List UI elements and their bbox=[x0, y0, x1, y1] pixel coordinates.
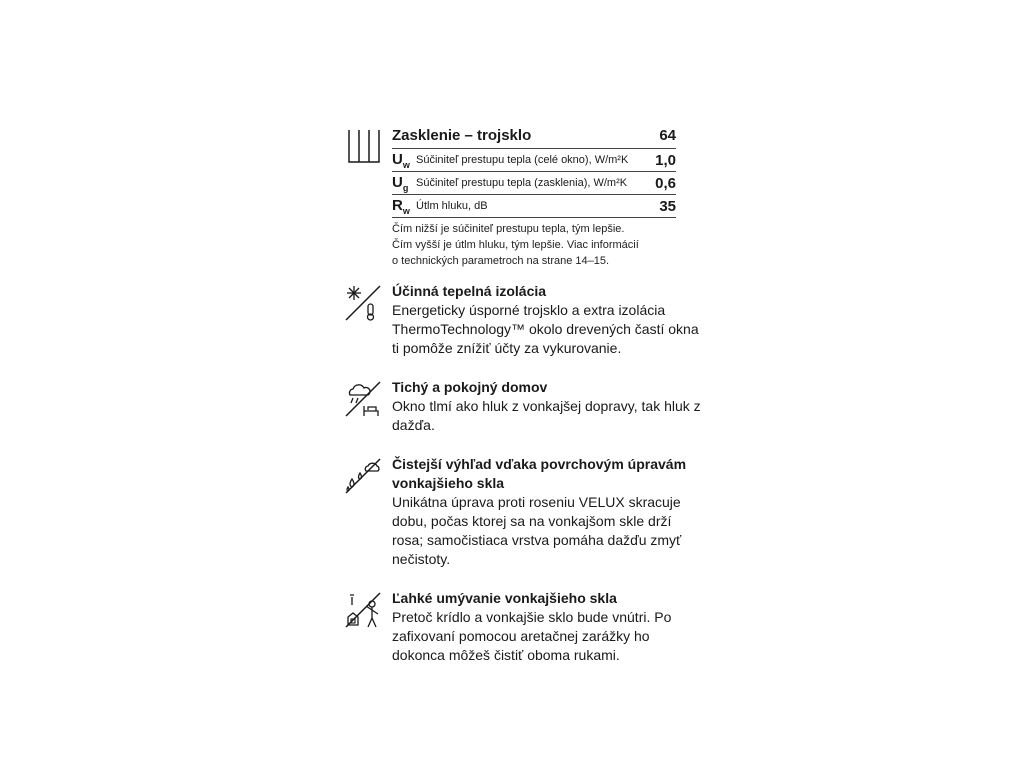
product-info bbox=[342, 122, 702, 665]
spec-value: 0,6 bbox=[655, 174, 676, 192]
feature-title: Ľahké umývanie vonkajšieho skla bbox=[392, 590, 617, 606]
note-line: o technických parametroch na strane 14–15. bbox=[392, 255, 610, 267]
feature-text: Okno tlmí ako hluk z vonkajšej dopravy, tak hluk z dažďa. bbox=[392, 398, 701, 433]
drops-cloud-icon bbox=[344, 457, 382, 495]
note-line: Čím vyšší je útlm hluku, tým lepšie. Viac informácií bbox=[392, 239, 639, 251]
spec-value: 35 bbox=[659, 197, 676, 215]
spec-symbol: $U_w$ bbox=[392, 150, 410, 170]
spec-title: Zasklenie – trojsklo bbox=[392, 126, 532, 144]
spec-symbol: $R_w$ bbox=[392, 196, 410, 216]
feature-item bbox=[342, 455, 702, 569]
note-line: Čím nižší je súčiniteľ prestupu tepla, tým lepšie. bbox=[392, 223, 625, 235]
feature-title: Čistejší výhľad vďaka povrchovým úpravám vonkajšieho skla bbox=[392, 456, 687, 491]
spec-row bbox=[392, 195, 676, 218]
spec-table bbox=[392, 122, 676, 269]
spec-header-row bbox=[392, 122, 676, 149]
feature-text: Energeticky úsporné trojsklo a extra izolácia ThermoTechnology™ okolo drevených častí okna ti pomôže znížiť účty za vykurovanie. bbox=[392, 302, 699, 356]
spec-value: 1,0 bbox=[655, 151, 676, 169]
spec-row bbox=[392, 149, 676, 172]
rain-cloud-bed-icon bbox=[344, 380, 382, 418]
person-cleaning-icon bbox=[344, 591, 382, 629]
feature-item bbox=[342, 589, 702, 665]
spec-description: Súčiniteľ prestupu tepla (celé okno), W/m²K bbox=[416, 154, 629, 166]
feature-item bbox=[342, 378, 702, 435]
feature-title: Tichý a pokojný domov bbox=[392, 379, 548, 395]
spec-description: Útlm hluku, dB bbox=[416, 200, 488, 212]
spec-description: Súčiniteľ prestupu tepla (zasklenia), W/m²K bbox=[416, 177, 628, 189]
snowflake-thermometer-icon bbox=[344, 284, 382, 322]
feature-text: Pretoč krídlo a vonkajšie sklo bude vnútri. Po zafixovaní pomocou aretačnej zarážky ho dokonca môžeš čistiť oboma rukami. bbox=[392, 609, 672, 663]
spec-section bbox=[342, 122, 702, 267]
spec-note bbox=[392, 221, 676, 269]
triple-glazing-icon bbox=[346, 128, 382, 164]
feature-item bbox=[342, 282, 702, 358]
spec-symbol: $U_g$ bbox=[392, 173, 409, 193]
feature-title: Účinná tepelná izolácia bbox=[392, 283, 547, 299]
spec-row bbox=[392, 172, 676, 195]
feature-text: Unikátna úprava proti roseniu VELUX skracuje dobu, počas ktorej sa na vonkajšom skle drží rosa; samočistiaca vrstva pomáha dažďu zmyť nečistoty. bbox=[392, 494, 682, 567]
spec-title-value: 64 bbox=[659, 126, 676, 144]
